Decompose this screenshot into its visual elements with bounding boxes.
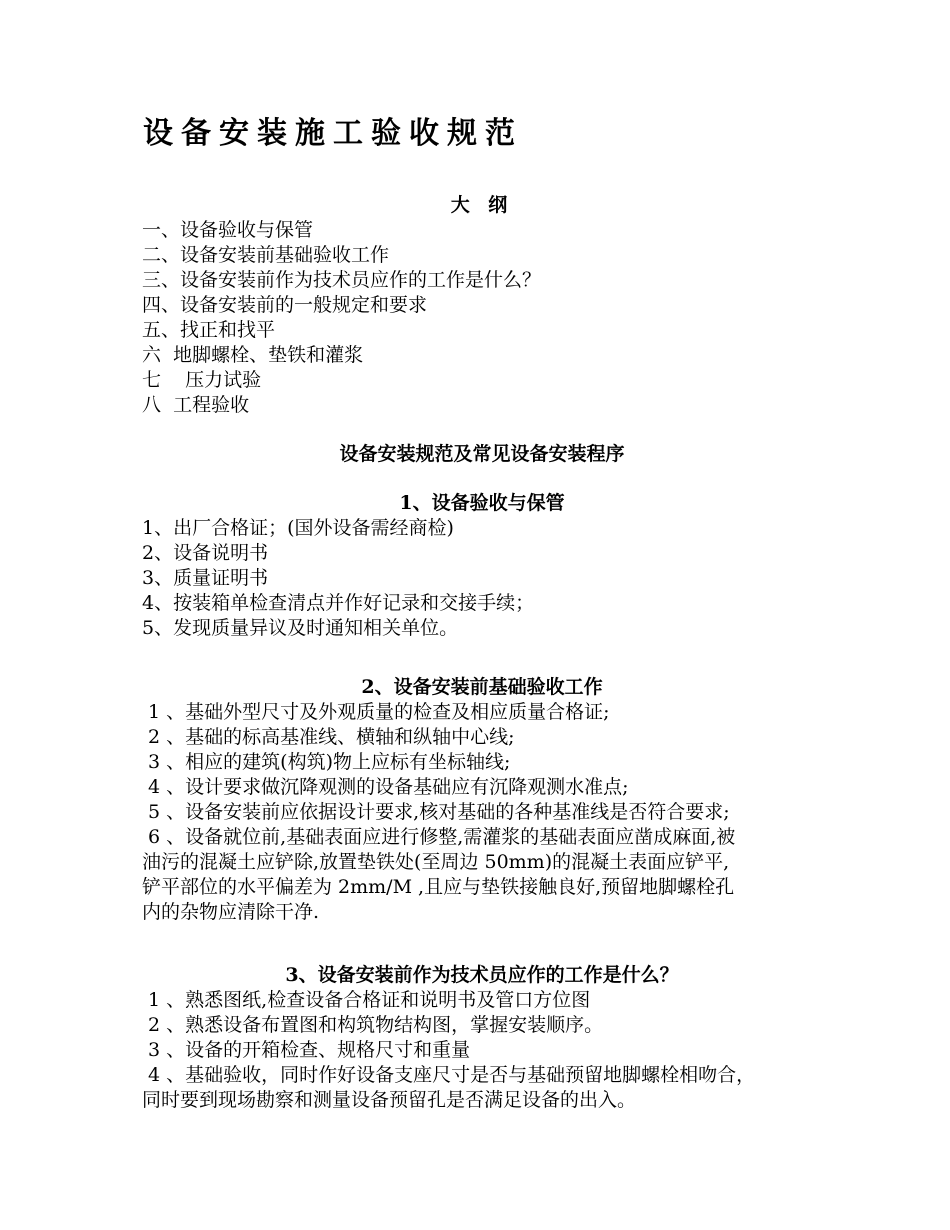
section-2-item: 2 、基础的标高基准线、横轴和纵轴中心线; [142,726,515,748]
section-1-item: 3、质量证明书 [142,567,269,589]
outline-item: 四、设备安装前的一般规定和要求 [142,294,428,316]
outline-item: 五、找正和找平 [142,319,276,341]
section-1 [142,490,822,641]
section-1-item: 5、发现质量异议及时通知相关单位。 [142,617,459,639]
outline-item: 六 地脚螺栓、垫铁和灌浆 [142,344,364,366]
outline-item: 七 压力试验 [142,369,262,391]
outline-item: 三、设备安装前作为技术员应作的工作是什么？ [142,269,542,291]
section-3-item: 3 、设备的开箱检查、规格尺寸和重量 [142,1039,471,1061]
section-2-item: 5 、设备安装前应依据设计要求,核对基础的各种基准线是否符合要求; [142,801,730,823]
section-2-item: 4 、设计要求做沉降观测的设备基础应有沉降观测水准点; [142,776,629,798]
section-1-heading: 1、设备验收与保管 [399,492,565,514]
section-1-item: 2、设备说明书 [142,542,269,564]
section-3-item: 1 、熟悉图纸,检查设备合格证和说明书及管口方位图 [142,989,591,1011]
main-section-heading: 设备安装规范及常见设备安装程序 [339,443,625,465]
outline-list [142,218,822,418]
section-2-item: 1 、基础外型尺寸及外观质量的检查及相应质量合格证; [142,701,610,723]
section-3-item: 2 、熟悉设备布置图和构筑物结构图，掌握安装顺序。 [142,1014,604,1036]
section-3-para-line: 同时要到现场勘察和测量设备预留孔是否满足设备的出入。 [142,1089,637,1111]
outline-item: 八 工程验收 [142,394,250,416]
section-2-item: 3 、相应的建筑(构筑)物上应标有坐标轴线; [142,751,511,773]
outline-heading: 大 纲 [450,194,514,216]
section-2-para-line: 内的杂物应清除干净. [142,901,320,923]
section-2-para-line: 油污的混凝土应铲除,放置垫铁处(至周边 50mm)的混凝土表面应铲平, [142,851,730,873]
section-1-item: 4、按装箱单检查清点并作好记录和交接手续； [142,592,535,614]
section-2-para-line: 6 、设备就位前,基础表面应进行修整,需灌浆的基础表面应凿成麻面,被 [142,826,736,848]
section-2-para-line: 铲平部位的水平偏差为 2mm/M ,且应与垫铁接触良好,预留地脚螺栓孔 [142,876,735,898]
outline-section [142,192,822,218]
section-2 [142,674,822,925]
main-section [142,441,822,467]
section-3-heading: 3、设备安装前作为技术员应作的工作是什么？ [285,964,679,986]
section-2-heading: 2、设备安装前基础验收工作 [361,676,603,698]
section-3-para-line: 4 、基础验收，同时作好设备支座尺寸是否与基础预留地脚螺栓相吻合， [142,1064,756,1086]
document-title: 设备安装施工验收规范 [143,116,523,151]
outline-item: 二、设备安装前基础验收工作 [142,244,390,266]
outline-item: 一、设备验收与保管 [142,219,314,241]
section-1-item: 1、出厂合格证；(国外设备需经商检) [142,517,454,539]
section-3 [142,962,822,1113]
